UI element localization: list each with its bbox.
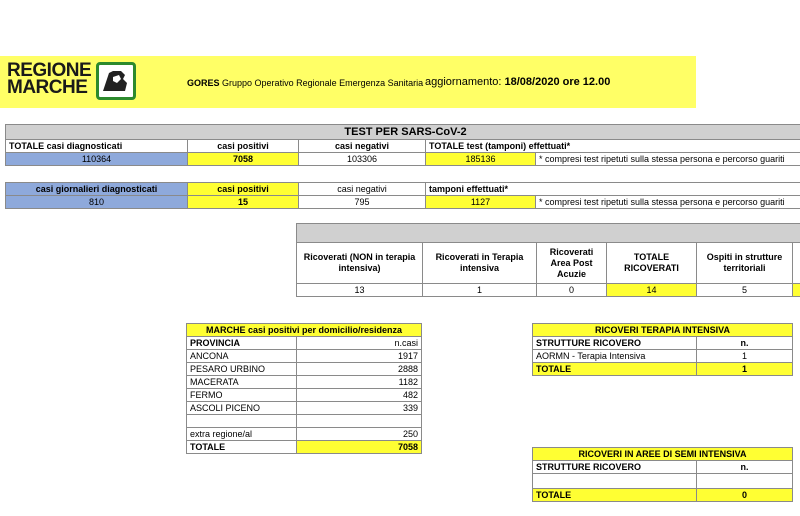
totals-header-tests: TOTALE test (tamponi) effettuati* (426, 140, 800, 153)
hosp-header-cut (793, 243, 800, 284)
province-extra-name: extra regione/al (187, 428, 297, 441)
update-label: aggiornamento: (425, 76, 502, 88)
province-col-name: PROVINCIA (187, 337, 297, 350)
province-total-value: 7058 (297, 441, 422, 454)
daily-value-positive: 15 (188, 196, 299, 209)
hosp-value-post-acute: 0 (537, 284, 607, 297)
daily-header-diagnosed: casi giornalieri diagnosticati (6, 183, 188, 196)
region-logo-text (7, 62, 91, 96)
semi-icu-col-structure: STRUTTURE RICOVERO (533, 461, 697, 474)
totals-value-negative: 103306 (299, 153, 426, 166)
hosp-header-territorial: Ospiti in strutture territoriali (697, 243, 793, 284)
daily-value-tests: 1127 (426, 196, 536, 209)
province-extra-cases: 250 (297, 428, 422, 441)
semi-icu-empty-name (533, 474, 697, 489)
icu-total-value: 1 (697, 363, 793, 376)
hospitalized-band (297, 224, 800, 243)
test-title: TEST PER SARS-CoV-2 (6, 125, 800, 140)
update-info (425, 76, 610, 88)
icu-structure-count: 1 (697, 350, 793, 363)
province-empty-name (187, 415, 297, 428)
province-name: ASCOLI PICENO (187, 402, 297, 415)
gores-label (187, 78, 423, 88)
daily-header-tests: tamponi effettuati* (426, 183, 800, 196)
daily-header-positive: casi positivi (188, 183, 299, 196)
totals-value-tests: 185136 (426, 153, 536, 166)
semi-icu-total-label: TOTALE (533, 489, 697, 502)
icu-table (532, 323, 793, 376)
table-row (187, 376, 422, 389)
province-col-cases: n.casi (297, 337, 422, 350)
semi-icu-total-value: 0 (697, 489, 793, 502)
hosp-value-total: 14 (607, 284, 697, 297)
province-cases: 482 (297, 389, 422, 402)
table-row (187, 389, 422, 402)
icu-total-label: TOTALE (533, 363, 697, 376)
semi-icu-empty-count (697, 474, 793, 489)
province-cases: 1917 (297, 350, 422, 363)
province-total-label: TOTALE (187, 441, 297, 454)
gores-full-name: Gruppo Operativo Regionale Emergenza Sanitaria (222, 78, 424, 88)
province-cases: 2888 (297, 363, 422, 376)
icu-col-structure: STRUTTURE RICOVERO (533, 337, 697, 350)
daily-value-diagnosed: 810 (6, 196, 188, 209)
icu-title: RICOVERI TERAPIA INTENSIVA (533, 324, 793, 337)
daily-header-negative: casi negativi (299, 183, 426, 196)
region-emblem-icon (96, 62, 136, 100)
hosp-value-non-icu: 13 (297, 284, 423, 297)
table-row (187, 363, 422, 376)
test-table (5, 124, 800, 166)
update-value: 18/08/2020 ore 12.00 (504, 76, 611, 88)
hosp-value-icu: 1 (423, 284, 537, 297)
province-title: MARCHE casi positivi per domicilio/residenza (187, 324, 422, 337)
hosp-value-territorial: 5 (697, 284, 793, 297)
totals-header-negative: casi negativi (299, 140, 426, 153)
logo-line-1: REGIONE (7, 60, 92, 81)
totals-value-positive: 7058 (188, 153, 299, 166)
totals-header-diagnosed: TOTALE casi diagnosticati (6, 140, 188, 153)
icu-structure-name: AORMN - Terapia Intensiva (533, 350, 697, 363)
gores-acronym: GORES (187, 78, 220, 88)
table-row (533, 350, 793, 363)
semi-icu-table (532, 447, 793, 502)
semi-icu-title: RICOVERI IN AREE DI SEMI INTENSIVA (533, 448, 793, 461)
totals-note: * compresi test ripetuti sulla stessa persona e percorso guariti (536, 153, 800, 166)
province-cases: 339 (297, 402, 422, 415)
hosp-header-post-acute: Ricoverati Area Post Acuzie (537, 243, 607, 284)
hosp-header-total: TOTALE RICOVERATI (607, 243, 697, 284)
hosp-header-non-icu: Ricoverati (NON in terapia intensiva) (297, 243, 423, 284)
daily-note: * compresi test ripetuti sulla stessa persona e percorso guariti (536, 196, 800, 209)
daily-value-negative: 795 (299, 196, 426, 209)
icu-col-count: n. (697, 337, 793, 350)
table-row (187, 350, 422, 363)
province-name: MACERATA (187, 376, 297, 389)
hospitalized-table (296, 223, 800, 297)
province-cases: 1182 (297, 376, 422, 389)
province-name: ANCONA (187, 350, 297, 363)
totals-header-positive: casi positivi (188, 140, 299, 153)
province-name: PESARO URBINO (187, 363, 297, 376)
hosp-value-cut (793, 284, 800, 297)
province-table (186, 323, 422, 454)
province-empty-cases (297, 415, 422, 428)
table-row (187, 402, 422, 415)
daily-table (5, 182, 800, 209)
totals-value-diagnosed: 110364 (6, 153, 188, 166)
semi-icu-col-count: n. (697, 461, 793, 474)
province-name: FERMO (187, 389, 297, 402)
hosp-header-icu: Ricoverati in Terapia intensiva (423, 243, 537, 284)
logo-line-2: MARCHE (7, 77, 88, 98)
